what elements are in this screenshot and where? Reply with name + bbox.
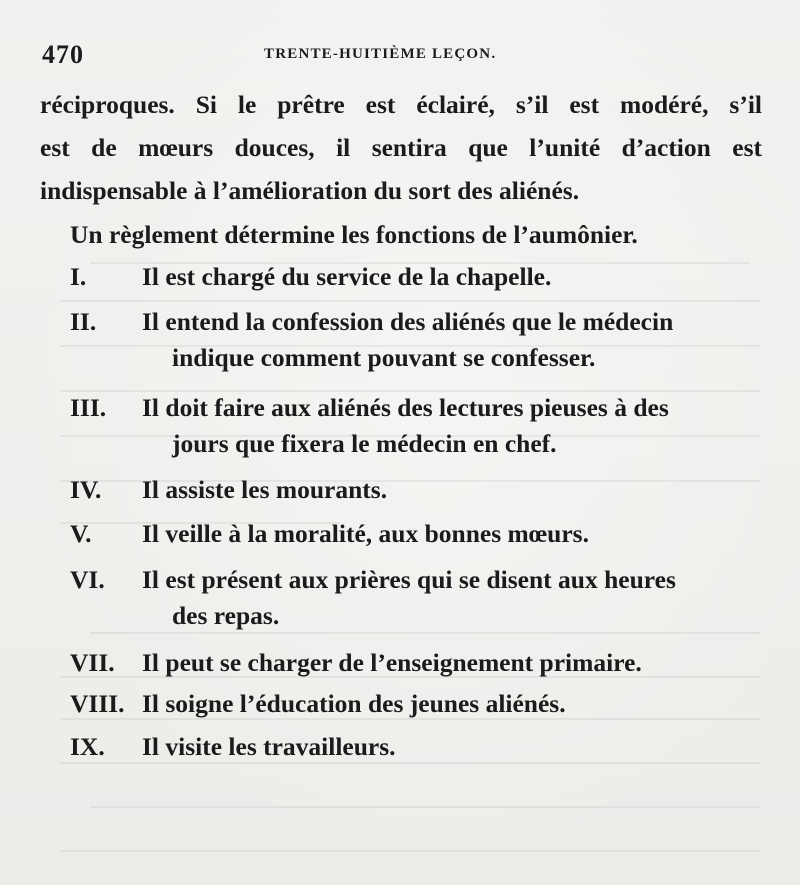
paragraph-line: indispensable à l’amélioration du sort des aliénés. bbox=[40, 176, 580, 205]
item-text: Il soigne l’éducation des jeunes aliénés. bbox=[142, 689, 566, 718]
item-number: II. bbox=[70, 307, 97, 336]
item-text-continuation: jours que fixera le médecin en chef. bbox=[172, 429, 557, 458]
header-title: TRENTE-HUITIÈME LEÇON. bbox=[264, 46, 497, 62]
item-number: VII. bbox=[70, 648, 115, 677]
item-number: VI. bbox=[70, 565, 105, 594]
list-item bbox=[70, 565, 760, 640]
paragraph-line: est de mœurs douces, il sentira que l’unité d’action est bbox=[40, 133, 762, 162]
item-number: V. bbox=[70, 519, 92, 548]
item-text: Il est présent aux prières qui se disent aux heures bbox=[142, 565, 676, 594]
item-number: I. bbox=[70, 262, 87, 291]
item-text: Il assiste les mourants. bbox=[142, 475, 388, 504]
item-text: Il entend la confession des aliénés que le médecin bbox=[142, 307, 674, 336]
intro-line: Un règlement détermine les fonctions de l’aumônier. bbox=[70, 220, 638, 249]
item-text: Il est chargé du service de la chapelle. bbox=[142, 262, 552, 291]
item-text-continuation: des repas. bbox=[172, 601, 280, 630]
page-number: 470 bbox=[42, 40, 84, 69]
item-text-continuation: indique comment pouvant se confesser. bbox=[172, 343, 596, 372]
item-text: Il veille à la moralité, aux bonnes mœurs. bbox=[142, 519, 589, 548]
paragraph-line: réciproques. Si le prêtre est éclairé, s’il est modéré, s’il bbox=[40, 90, 762, 119]
running-head bbox=[42, 40, 758, 68]
item-text: Il doit faire aux aliénés des lectures pieuses à des bbox=[142, 393, 669, 422]
item-text: Il visite les travailleurs. bbox=[142, 732, 396, 761]
item-text: Il peut se charger de l’enseignement primaire. bbox=[142, 648, 642, 677]
list-item bbox=[70, 393, 760, 468]
item-number: IV. bbox=[70, 475, 102, 504]
item-number: VIII. bbox=[70, 689, 125, 718]
item-number: III. bbox=[70, 393, 107, 422]
item-number: IX. bbox=[70, 732, 105, 761]
list-item bbox=[70, 307, 760, 382]
